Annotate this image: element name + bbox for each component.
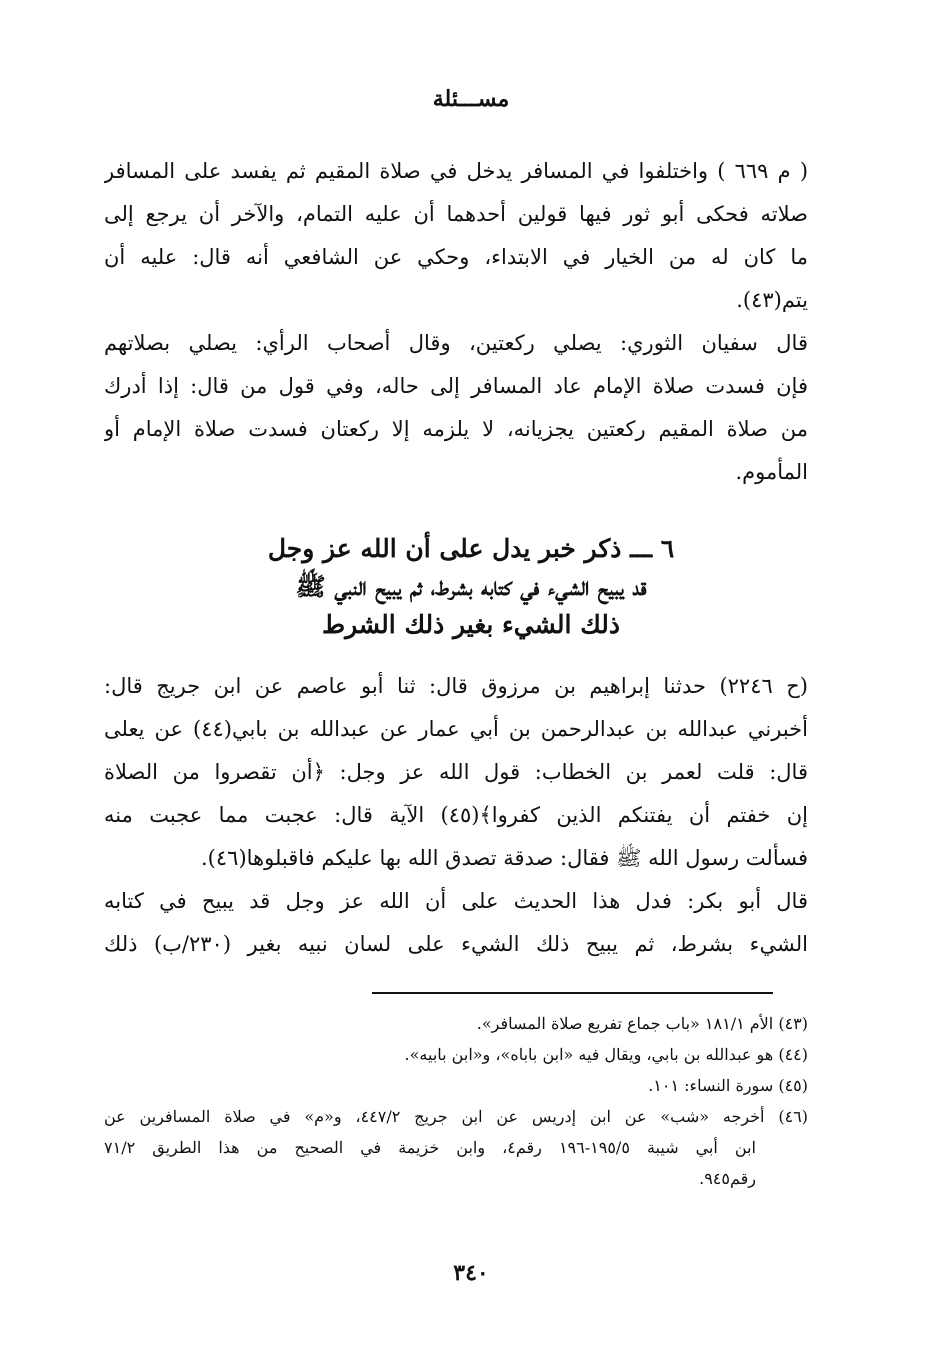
paragraph-2 (104, 322, 808, 494)
heading-line: ٦ ـــ ذكر خبر يدل على أن الله عز وجل (267, 534, 675, 563)
text-line: المأموم. (735, 460, 808, 484)
section-heading (0, 530, 942, 644)
footnotes (104, 1008, 808, 1194)
text-line: قال أبو بكر: فدل هذا الحديث على أن الله عز وجل قد يبيح في كتابه (104, 889, 808, 913)
footnote-45: (٤٥) سورة النساء: ١٠١. (648, 1076, 808, 1095)
heading-line: قد يبيح الشيء في كتابه بشرط، ثم يبيح النبي ﷺ (295, 572, 647, 601)
text-line: فسألت رسول الله ﷺ فقال: صدقة تصدق الله بها عليكم فاقبلوها(٤٦). (201, 846, 808, 870)
footnote-46: (٤٦) أخرجه «شب» عن ابن إدريس عن ابن جريج ٤٤٧/٢، و«م» في صلاة المسافرين عن (104, 1107, 809, 1126)
running-title: مســـئلة (432, 86, 510, 112)
paragraph-1 (104, 150, 808, 322)
paragraph-3 (104, 665, 808, 880)
footnote-44: (٤٤) هو عبدالله بن بابي، ويقال فيه «ابن باباه»، و«ابن بابيه». (404, 1045, 808, 1064)
text-line: من صلاة المقيم ركعتين يجزيانه، لا يلزمه إلا ركعتان فسدت صلاة الإمام أو (104, 417, 808, 441)
page-number: ٣٤٠ (453, 1260, 489, 1286)
text-line: قال سفيان الثوري: يصلي ركعتين، وقال أصحاب الرأي: يصلي بصلاتهم (104, 331, 808, 355)
footnote-46-continued: رقم٩٤٥. (699, 1169, 756, 1188)
text-line: (ح ٢٢٤٦) حدثنا إبراهيم بن مرزوق قال: ثنا أبو عاصم عن ابن جريج قال: (104, 674, 808, 698)
text-line: قال: قلت لعمر بن الخطاب: قول الله عز وجل: ﴿أن تقصروا من الصلاة (104, 760, 808, 784)
paragraph-4 (104, 880, 808, 966)
text-line: يتم(٤٣). (736, 288, 808, 312)
text-line: صلاته فحكى أبو ثور فيها قولين أحدهما أن عليه التمام، والآخر أن يرجع إلى (104, 202, 808, 226)
text-line: ( م ٦٦٩ ) واختلفوا في المسافر يدخل في صلاة المقيم ثم يفسد على المسافر (104, 159, 808, 183)
footnote-43: (٤٣) الأم ١٨١/١ «باب جماع تفريع صلاة المسافر». (476, 1014, 808, 1033)
text-line: ما كان له من الخيار في الابتداء، وحكي عن الشافعي أنه قال: عليه أن (104, 245, 808, 269)
text-line: إن خفتم أن يفتنكم الذين كفروا﴾(٤٥) الآية قال: عجبت مما عجبت منه (104, 803, 808, 827)
text-line: أخبرني عبدالله بن عبدالرحمن بن أبي عمار عن عبدالله بن بابي(٤٤) عن يعلى (104, 717, 808, 741)
footnote-46-continued: ابن أبي شيبة ١٩٥/٥-١٩٦ رقم٤، وابن خزيمة في الصحيح من هذا الطريق ٧١/٢ (104, 1138, 756, 1157)
heading-line: ذلك الشيء بغير ذلك الشرط (321, 610, 621, 639)
text-line: الشيء بشرط، ثم يبيح ذلك الشيء على لسان نبيه بغير (٢٣٠/ب) ذلك (104, 932, 808, 956)
text-line: فإن فسدت صلاة الإمام عاد المسافر إلى حاله، وفي قول من قال: إذا أدرك (104, 374, 808, 398)
footnote-divider (372, 992, 773, 994)
